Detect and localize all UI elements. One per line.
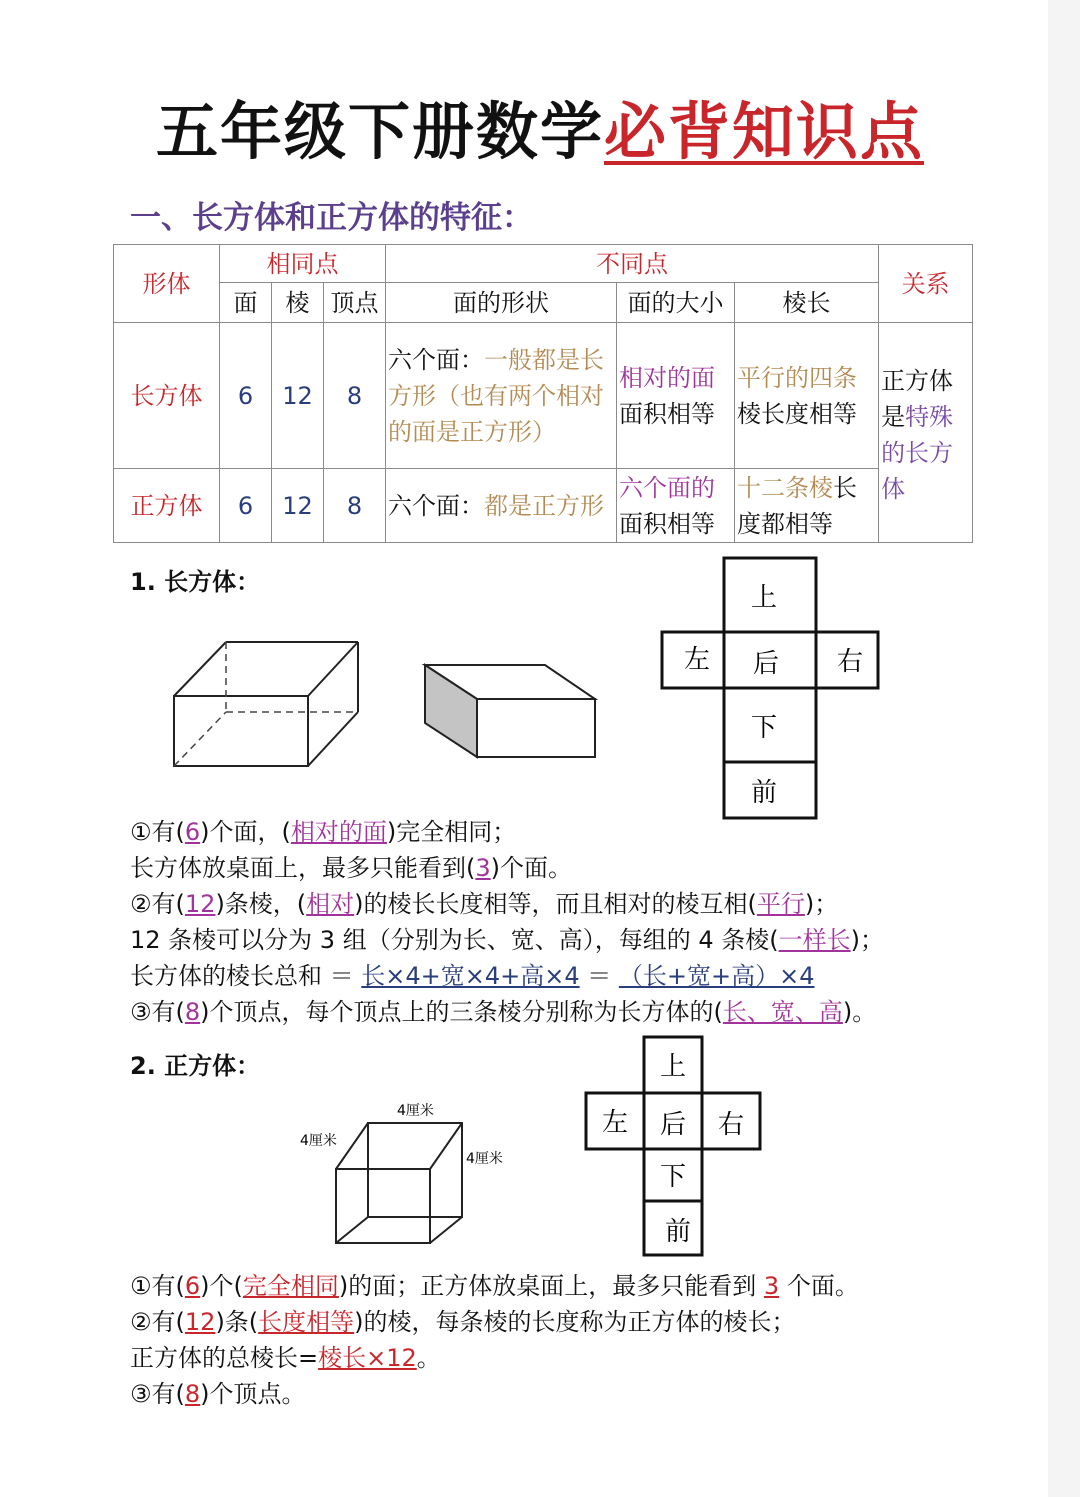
row-vertices: 8: [324, 469, 386, 543]
cube-net: [584, 1035, 764, 1259]
row-edges: 12: [272, 323, 324, 469]
row-name: 长方体: [114, 323, 220, 469]
cube-line-2: ②有(12)条(长度相等)的棱，每条棱的长度称为正方体的棱长；: [130, 1308, 796, 1336]
header-vertex: 顶点: [324, 283, 386, 323]
net-top: 上: [659, 1052, 687, 1082]
header-same: 相同点: [220, 245, 386, 283]
net-front: 前: [750, 778, 778, 808]
header-face: 面: [220, 283, 272, 323]
feature-table: [113, 244, 973, 543]
net-front: 前: [664, 1217, 692, 1247]
section-heading: 一、长方体和正方体的特征：: [130, 200, 533, 236]
page-title: 五年级下册数学必背知识点: [155, 95, 925, 168]
net-right: 右: [836, 647, 864, 677]
header-edge: 棱: [272, 283, 324, 323]
net-back: 后: [659, 1110, 687, 1140]
table-row-cuboid: [114, 323, 973, 469]
net-bottom: 下: [750, 713, 778, 743]
cuboid-line-4: 12 条棱可以分为 3 组（分别为长、宽、高），每组的 4 条棱(一样长)；: [130, 926, 884, 954]
cube-line-3: 正方体的总棱长=棱长×12。: [130, 1344, 441, 1372]
net-top: 上: [750, 583, 778, 613]
title-highlight: 必背知识点: [604, 95, 925, 168]
header-face-size: 面的大小: [617, 283, 735, 323]
cuboid-solid-figure: [415, 655, 605, 765]
row-edges: 12: [272, 469, 324, 543]
cuboid-line-3: ②有(12)条棱，(相对)的棱长长度相等，而且相对的棱互相(平行)；: [130, 890, 839, 918]
cuboid-line-2: 长方体放桌面上，最多只能看到(3)个面。: [130, 854, 573, 882]
row-faces: 6: [220, 469, 272, 543]
row-face-shape: 六个面：一般都是长方形（也有两个相对的面是正方形）: [386, 323, 617, 469]
dimension-label-top: 4厘米: [397, 1103, 434, 1119]
table-row-cube: [114, 469, 973, 543]
net-back: 后: [752, 649, 780, 679]
header-edge-length: 棱长: [735, 283, 879, 323]
page-edge: [1048, 0, 1080, 1497]
net-left: 左: [683, 645, 711, 675]
row-edge-length: 十二条棱长度都相等: [735, 469, 879, 543]
cube-line-1: ①有(6)个(完全相同)的面；正方体放桌面上，最多只能看到 3 个面。: [130, 1272, 859, 1300]
relation-cell: 正方体是特殊的长方体: [879, 323, 973, 543]
row-vertices: 8: [324, 323, 386, 469]
header-relation: 关系: [879, 245, 973, 323]
cube-wireframe-figure: [290, 1095, 530, 1255]
net-bottom: 下: [659, 1162, 687, 1192]
row-edge-length: 平行的四条棱长度相等: [735, 323, 879, 469]
cuboid-line-6: ③有(8)个顶点，每个顶点上的三条棱分别称为长方体的(长、宽、高)。: [130, 998, 877, 1026]
cube-heading: 2. 正方体：: [130, 1052, 261, 1080]
net-right: 右: [717, 1110, 745, 1140]
row-face-shape: 六个面：都是正方形: [386, 469, 617, 543]
row-name: 正方体: [114, 469, 220, 543]
dimension-label-left: 4厘米: [300, 1133, 337, 1149]
net-left: 左: [601, 1108, 629, 1138]
row-faces: 6: [220, 323, 272, 469]
cuboid-line-1: ①有(6)个面，(相对的面)完全相同；: [130, 818, 517, 846]
header-face-shape: 面的形状: [386, 283, 617, 323]
dimension-label-right: 4厘米: [466, 1151, 503, 1167]
cuboid-net: [660, 556, 882, 821]
cuboid-line-5: 长方体的棱长总和 ＝ 长×4+宽×4+高×4 ＝ （长+宽+高）×4: [130, 962, 815, 990]
header-diff: 不同点: [386, 245, 879, 283]
cube-line-4: ③有(8)个顶点。: [130, 1380, 306, 1408]
row-face-size: 相对的面面积相等: [617, 323, 735, 469]
row-face-size: 六个面的面积相等: [617, 469, 735, 543]
cuboid-wireframe-figure: [160, 630, 370, 780]
header-shape: 形体: [114, 245, 220, 323]
cuboid-heading: 1. 长方体：: [130, 568, 261, 596]
